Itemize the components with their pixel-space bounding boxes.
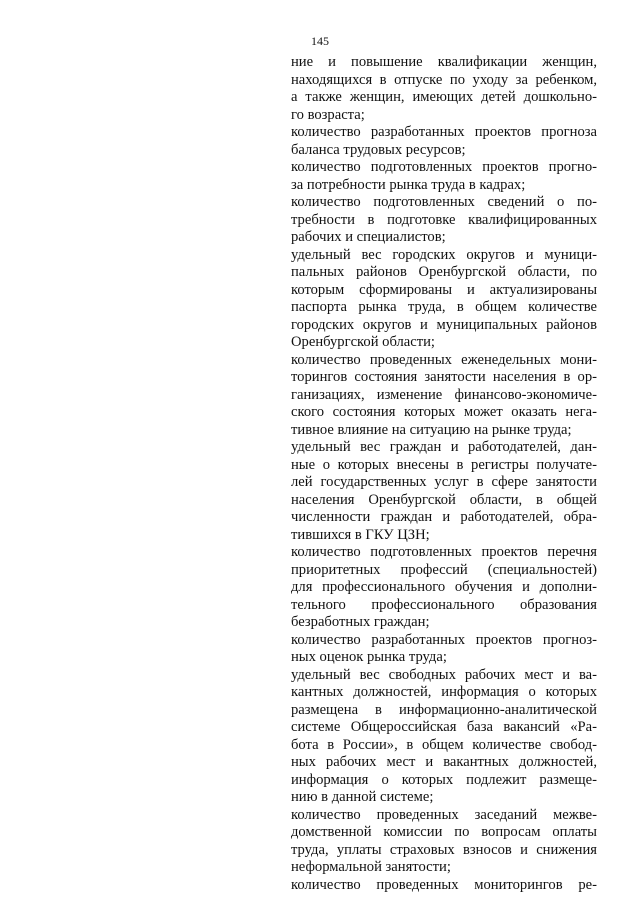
text-line: ные о которых внесены в регистры получате- <box>291 456 597 473</box>
text-line: количество подготовленных сведений о по- <box>291 194 597 210</box>
text-line: бота в России», в общем количестве свобод- <box>291 736 597 753</box>
text-line: информация о которых подлежит размеще- <box>291 771 597 788</box>
text-line: рабочих и специалистов; <box>291 229 446 245</box>
text-line: го возраста; <box>291 106 365 123</box>
text-line: которым сформированы и актуализированы <box>291 281 597 298</box>
text-line: количество проведенных мониторингов ре- <box>291 876 597 893</box>
text-line: населения Оренбургской области, в общей <box>291 491 597 508</box>
text-line: баланса трудовых ресурсов; <box>291 141 466 158</box>
text-line: для профессионального обучения и дополни- <box>291 579 597 595</box>
text-line: количество разработанных проектов прогноза <box>291 124 597 140</box>
text-line: кантных должностей, информация о которых <box>291 684 597 700</box>
text-line: численности граждан и работодателей, обра- <box>291 509 597 525</box>
text-line: размещена в информационно-аналитической <box>291 701 597 718</box>
text-line: безработных граждан; <box>291 614 430 630</box>
text-line: ние и повышение квалификации женщин, <box>291 54 597 70</box>
text-line: труда, уплаты страховых взносов и снижения <box>291 841 597 858</box>
text-line: ных оценок рынка труда; <box>291 649 447 665</box>
text-line: количество проведенных заседаний межве- <box>291 806 597 823</box>
page-number: 145 <box>311 34 329 48</box>
text-line: лей государственных услуг в сфере занятости <box>291 474 597 490</box>
body-text <box>291 54 597 894</box>
text-line: требности в подготовке квалифицированных <box>291 211 597 228</box>
text-line: системе Общероссийская база вакансий «Ра- <box>291 719 597 735</box>
text-line: тившихся в ГКУ ЦЗН; <box>291 526 430 543</box>
text-line: количество разработанных проектов прогноз- <box>291 631 597 648</box>
text-line: количество подготовленных проектов перечня <box>291 544 597 560</box>
text-line: тивное влияние на ситуацию на рынке труда; <box>291 421 572 438</box>
text-line: а также женщин, имеющих детей дошкольно- <box>291 89 597 105</box>
text-line: приоритетных профессий (специальностей) <box>291 561 597 578</box>
text-line: количество подготовленных проектов прогно- <box>291 159 597 175</box>
text-line: удельный вес свободных рабочих мест и ва- <box>291 666 597 683</box>
text-line: городских округов и муниципальных районов <box>291 316 597 333</box>
text-line: торингов состояния занятости населения в ор- <box>291 369 597 385</box>
text-line: неформальной занятости; <box>291 859 451 875</box>
text-line: находящихся в отпуске по уходу за ребенком, <box>291 71 597 88</box>
text-line: тельного профессионального образования <box>291 596 597 613</box>
text-line: домственной комиссии по вопросам оплаты <box>291 824 597 840</box>
text-line: ных рабочих мест и вакантных должностей, <box>291 754 597 770</box>
text-line: за потребности рынка труда в кадрах; <box>291 176 526 193</box>
text-line: ганизациях, изменение финансово-экономиче- <box>291 386 597 403</box>
text-line: количество проведенных еженедельных мони- <box>291 351 597 368</box>
text-line: удельный вес граждан и работодателей, дан- <box>291 439 597 455</box>
text-line: удельный вес городских округов и муници- <box>291 246 597 263</box>
text-line: пальных районов Оренбургской области, по <box>291 264 597 280</box>
text-line: Оренбургской области; <box>291 334 435 350</box>
text-line: паспорта рынка труда, в общем количестве <box>291 299 597 315</box>
text-line: ского состояния которых может оказать нега- <box>291 404 597 420</box>
text-line: нию в данной системе; <box>291 789 434 805</box>
